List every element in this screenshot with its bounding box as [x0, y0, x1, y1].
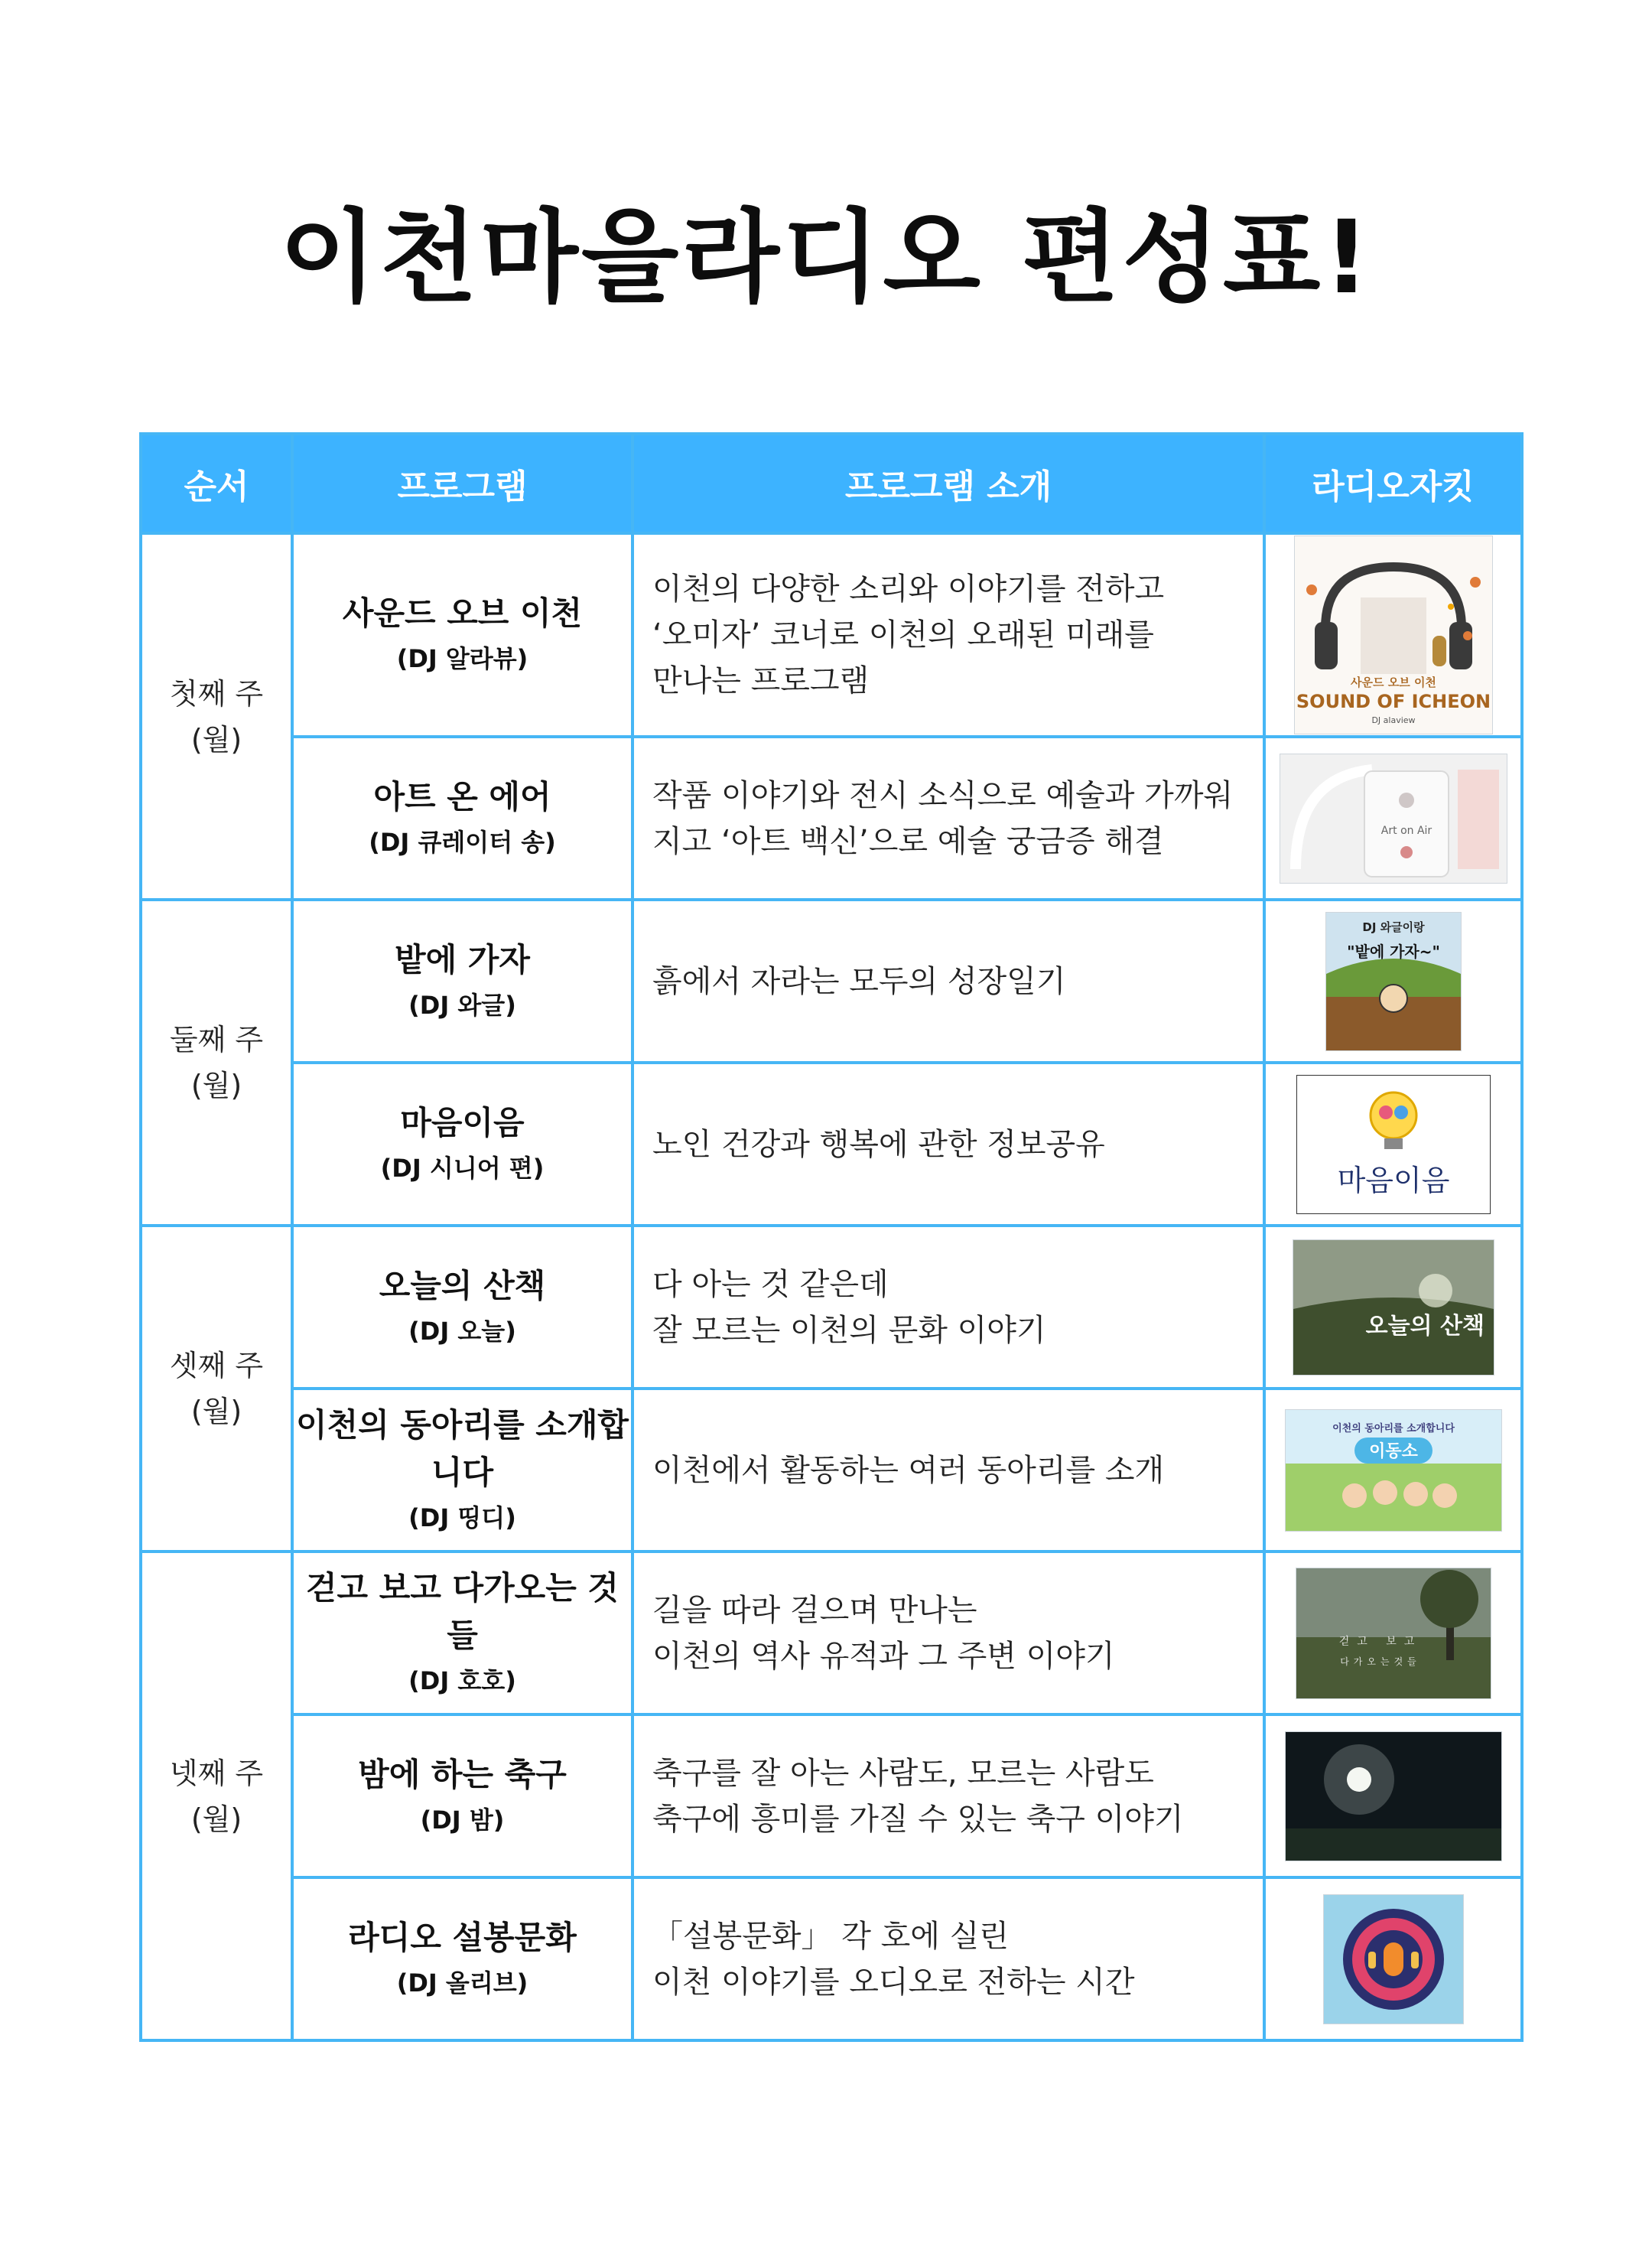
description-line: 작품 이야기와 전시 소식으로 예술과 가까워	[652, 777, 1234, 813]
table-row	[141, 737, 1522, 900]
description-line: 잘 모르는 이천의 문화 이야기	[652, 1312, 1046, 1348]
program-cell	[292, 737, 633, 900]
program-description	[633, 737, 1264, 900]
headphones-phone-art-on-air-jacket	[1280, 754, 1507, 884]
lightbulb-icon	[1297, 1076, 1490, 1213]
jacket-cell	[1264, 533, 1522, 737]
field-icon	[1326, 913, 1461, 1050]
headphones-icon	[1295, 536, 1492, 734]
week-label-line1: 셋째 주	[169, 1349, 264, 1382]
week-label	[141, 900, 292, 1226]
description-line: 축구에 흥미를 가질 수 있는 축구 이야기	[652, 1801, 1184, 1837]
radio-badge-icon	[1324, 1895, 1463, 2024]
description-line: 이천의 다양한 소리와 이야기를 전하고	[652, 571, 1165, 607]
misty-field-icon	[1293, 1240, 1494, 1375]
description-line: 다 아는 것 같은데	[652, 1266, 889, 1302]
table-row	[141, 1226, 1522, 1389]
schedule-table	[139, 432, 1524, 2042]
description-line: ‘오미자’ 코너로 이천의 오래된 미래를	[652, 617, 1154, 653]
jacket-title: 오늘의 산책	[1365, 1312, 1485, 1340]
jacket-title: 이동소	[1368, 1441, 1418, 1461]
jacket-caption: DJ alaview	[1371, 715, 1416, 725]
program-dj: (DJ 큐레이터 송)	[369, 827, 556, 857]
lightbulb-brain-jacket	[1296, 1075, 1491, 1214]
program-dj: (DJ 와글)	[408, 990, 516, 1020]
week-label-line2: (월)	[190, 1395, 242, 1428]
jacket-title: 걷고 보고	[1338, 1635, 1422, 1648]
friends-icon	[1286, 1410, 1501, 1531]
table-row	[141, 1714, 1522, 1877]
week-label-line2: (월)	[190, 722, 242, 757]
program-description	[633, 1877, 1264, 2040]
description-line: 길을 따라 걸으며 만나는	[652, 1592, 977, 1628]
program-dj: (DJ 밤)	[420, 1805, 505, 1835]
program-dj: (DJ 호호)	[408, 1666, 516, 1695]
program-cell	[292, 1714, 633, 1877]
program-dj: (DJ 오늘)	[408, 1316, 516, 1346]
header-order: 순서	[141, 434, 292, 533]
program-name: 이천의 동아리를 소개합니다	[296, 1405, 629, 1491]
description-line: 흙에서 자라는 모두의 성장일기	[652, 963, 1066, 999]
week-label-line1: 둘째 주	[169, 1023, 264, 1057]
description-line: 이천에서 활동하는 여러 동아리를 소개	[652, 1452, 1165, 1488]
description-line: 만나는 프로그램	[652, 663, 870, 698]
jacket-title: 마음이음	[1337, 1163, 1449, 1197]
table-row	[141, 1552, 1522, 1714]
page-title: 이천마을라디오 편성표!	[279, 199, 1373, 317]
field-cartoon-jacket	[1325, 912, 1462, 1051]
header-description: 프로그램 소개	[633, 434, 1264, 533]
jacket-cell	[1264, 1714, 1522, 1877]
jacket-cell	[1264, 1877, 1522, 2040]
program-description	[633, 1063, 1264, 1226]
retro-radio-badge-jacket	[1323, 1894, 1464, 2024]
program-description	[633, 900, 1264, 1063]
program-cell	[292, 1226, 633, 1389]
table-row	[141, 1877, 1522, 2040]
headphones-sound-of-icheon-jacket	[1294, 536, 1493, 734]
program-cell	[292, 1389, 633, 1552]
description-line: 이천의 역사 유적과 그 주변 이야기	[652, 1638, 1115, 1674]
jacket-subtitle: 사운드 오브 이천	[1350, 676, 1436, 689]
misty-field-jacket	[1293, 1239, 1494, 1376]
program-dj: (DJ 올리브)	[396, 1968, 528, 1998]
program-cell	[292, 900, 633, 1063]
program-name: 걷고 보고 다가오는 것들	[305, 1568, 619, 1654]
tree-landscape-jacket	[1296, 1568, 1491, 1699]
jacket-caption: DJ 와글이랑	[1361, 920, 1425, 934]
description-line: 이천 이야기를 오디오로 전하는 시간	[652, 1964, 1135, 2000]
jacket-cell	[1264, 737, 1522, 900]
week-label-line1: 넷째 주	[169, 1756, 264, 1790]
program-cell	[292, 533, 633, 737]
jacket-title: SOUND OF ICHEON	[1296, 691, 1491, 712]
night-stadium-jacket	[1285, 1731, 1502, 1861]
program-description	[633, 1389, 1264, 1552]
header-row	[141, 434, 1522, 533]
program-name: 밭에 가자	[395, 940, 530, 978]
table-row	[141, 533, 1522, 737]
week-label	[141, 533, 292, 900]
jacket-title: Art on Air	[1380, 824, 1432, 837]
program-name: 마음이음	[400, 1103, 525, 1141]
week-label	[141, 1226, 292, 1552]
jacket-caption: 이천의 동아리를 소개합니다	[1332, 1422, 1455, 1434]
program-dj: (DJ 띵디)	[408, 1503, 516, 1532]
week-label-line2: (월)	[190, 1069, 242, 1102]
header-program: 프로그램	[292, 434, 633, 533]
week-label	[141, 1552, 292, 2040]
table-row	[141, 1063, 1522, 1226]
program-cell	[292, 1552, 633, 1714]
jacket-cell	[1264, 900, 1522, 1063]
program-name: 밤에 하는 축구	[358, 1755, 567, 1793]
jacket-cell	[1264, 1063, 1522, 1226]
program-name: 사운드 오브 이천	[342, 594, 583, 632]
stadium-light-icon	[1286, 1732, 1501, 1861]
tree-icon	[1296, 1568, 1491, 1698]
program-description	[633, 1226, 1264, 1389]
table-row	[141, 1389, 1522, 1552]
jacket-cell	[1264, 1552, 1522, 1714]
program-dj: (DJ 알라뷰)	[396, 644, 528, 673]
description-line: 축구를 잘 아는 사람도, 모르는 사람도	[652, 1755, 1154, 1791]
jacket-subtitle: 다가오는것들	[1339, 1656, 1421, 1667]
jacket-cell	[1264, 1389, 1522, 1552]
program-cell	[292, 1063, 633, 1226]
jacket-title: "밭에 가자~"	[1346, 942, 1440, 961]
description-line: 지고 ‘아트 백신’으로 예술 궁금증 해결	[652, 823, 1164, 859]
week-label-line1: 첫째 주	[169, 676, 264, 711]
friends-cartoon-jacket	[1285, 1409, 1502, 1532]
program-cell	[292, 1877, 633, 2040]
program-description	[633, 1714, 1264, 1877]
program-description	[633, 1552, 1264, 1714]
program-description	[633, 533, 1264, 737]
program-name: 라디오 설봉문화	[348, 1918, 577, 1956]
table-row	[141, 900, 1522, 1063]
program-name: 아트 온 에어	[373, 777, 551, 816]
week-label-line2: (월)	[190, 1802, 242, 1836]
art-on-air-icon	[1280, 754, 1507, 883]
header-jacket: 라디오자킷	[1264, 434, 1522, 533]
program-name: 오늘의 산책	[379, 1266, 546, 1304]
description-line: 「설봉문화」 각 호에 실린	[652, 1918, 1009, 1954]
description-line: 노인 건강과 행복에 관한 정보공유	[652, 1126, 1105, 1162]
program-dj: (DJ 시니어 편)	[380, 1153, 545, 1183]
jacket-cell	[1264, 1226, 1522, 1389]
